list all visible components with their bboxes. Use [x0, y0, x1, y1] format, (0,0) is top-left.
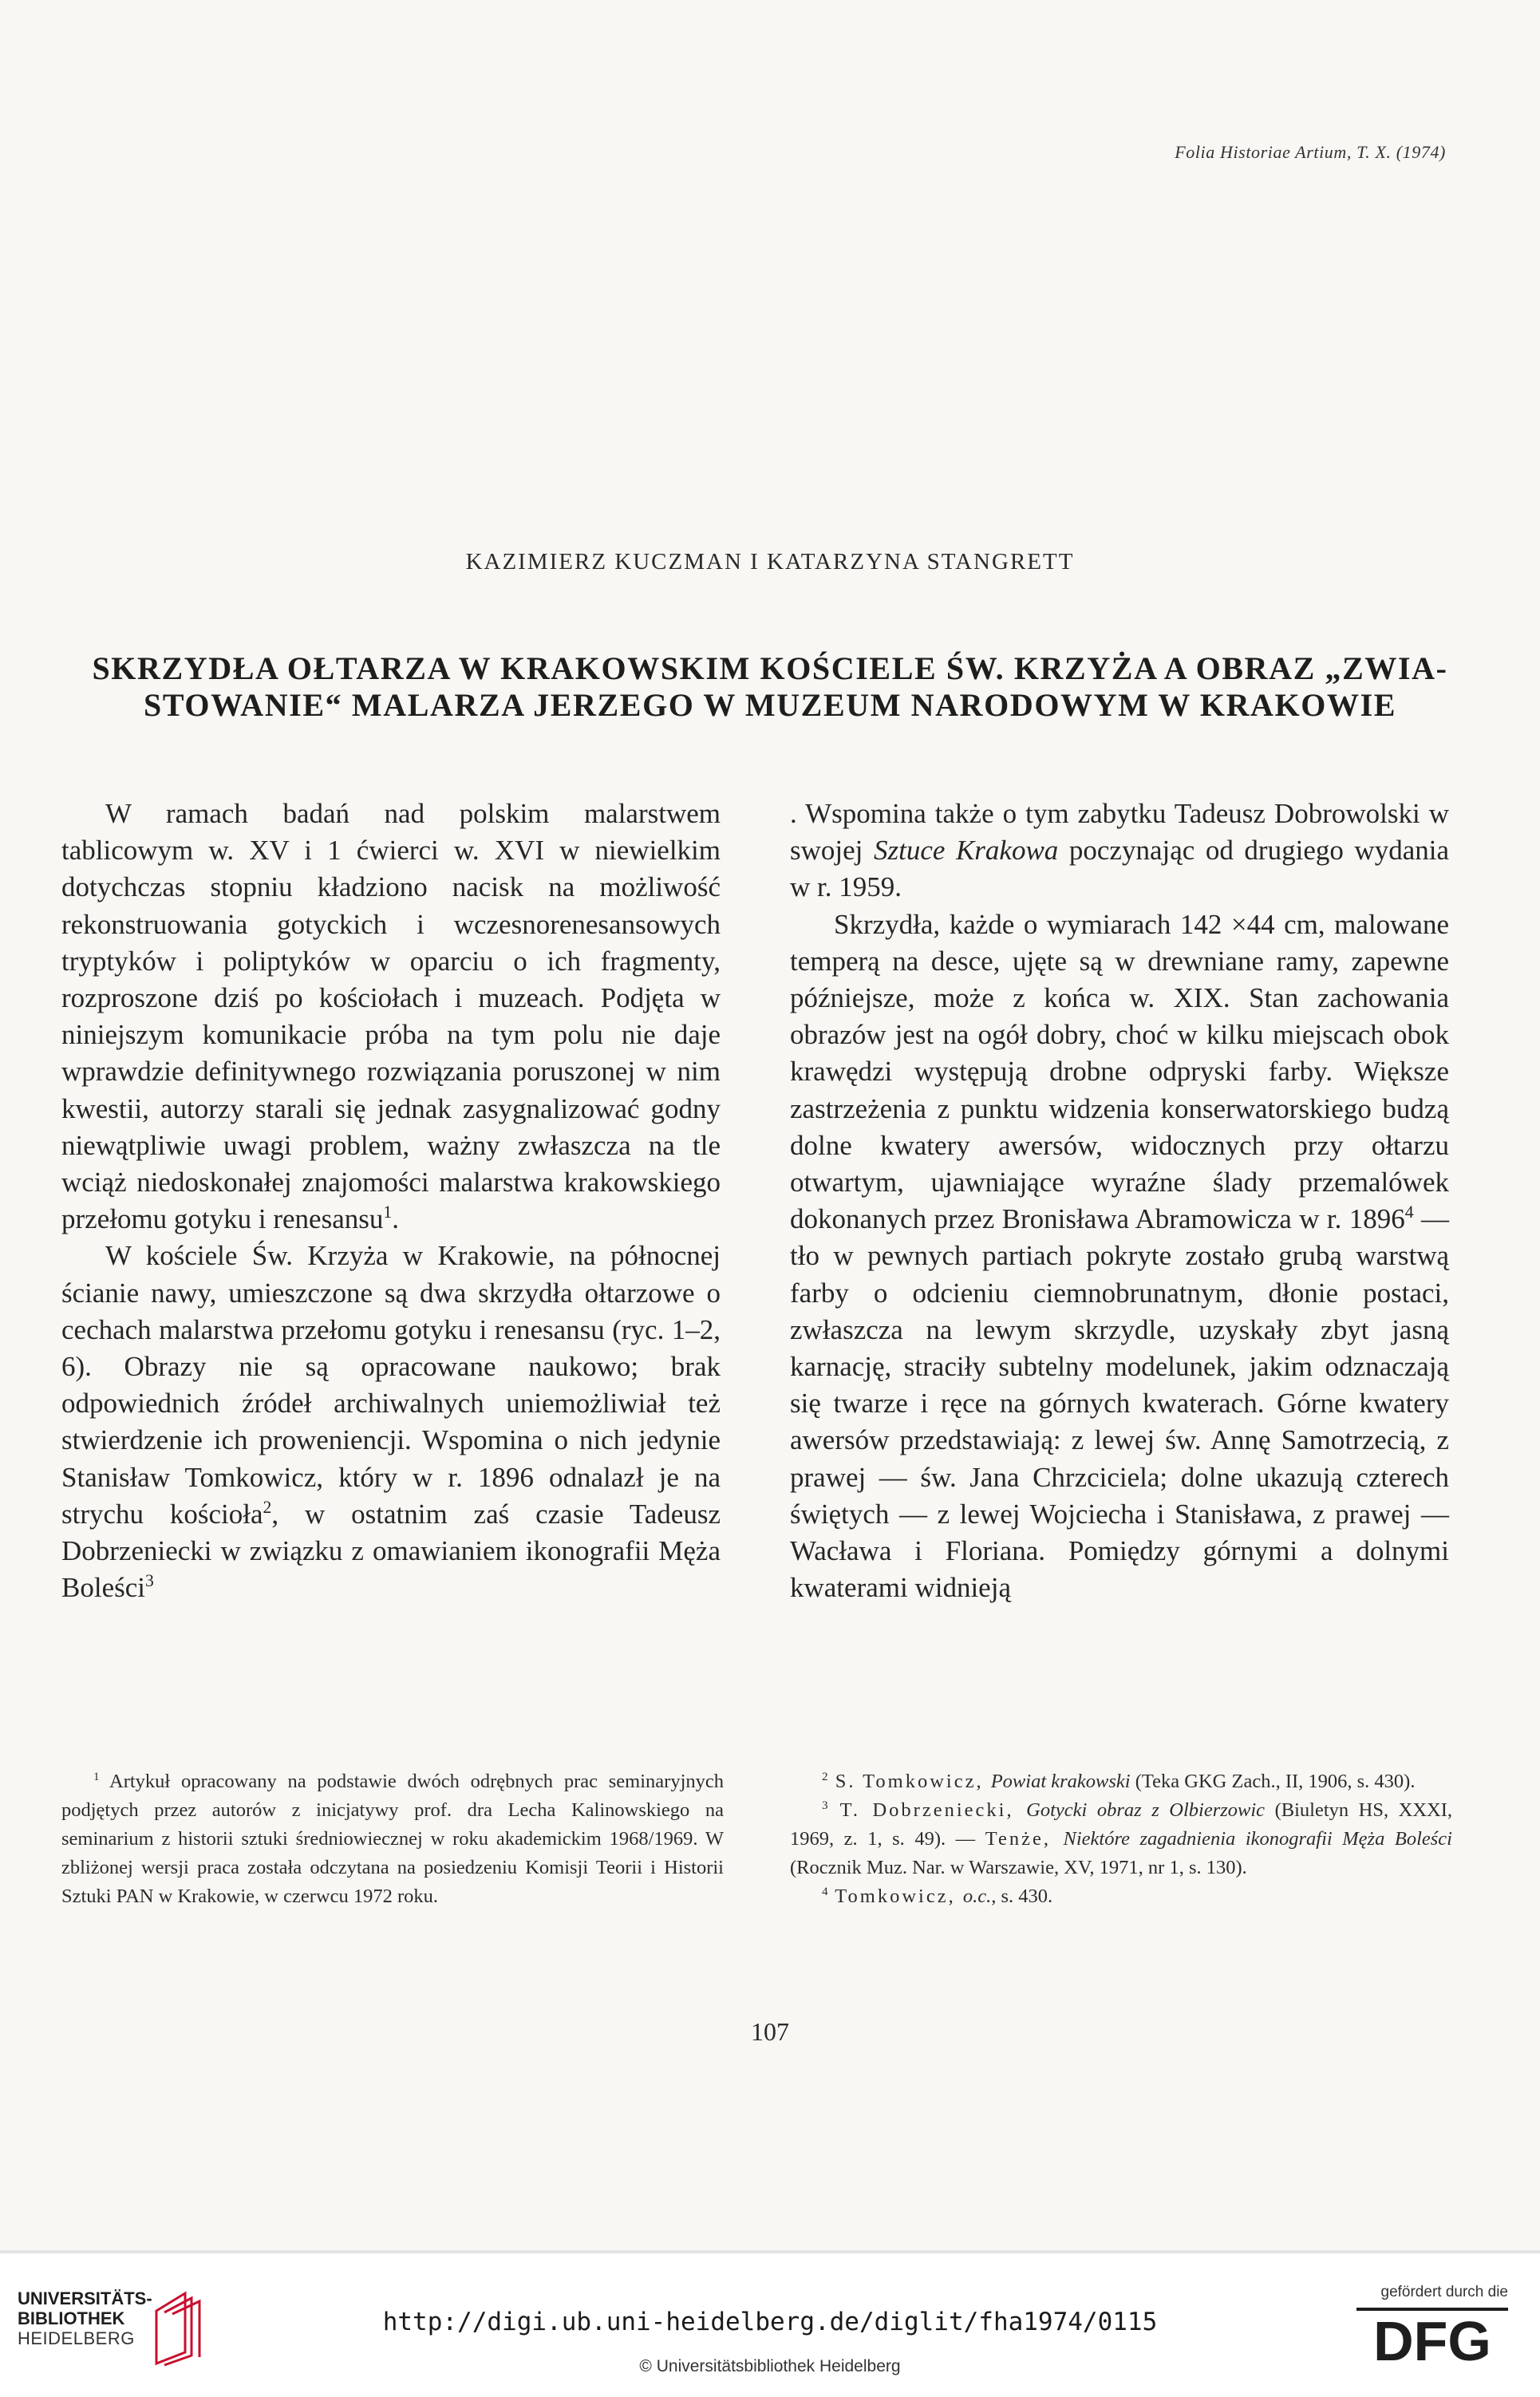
body-column-right [790, 796, 1449, 1606]
viewer-footer [0, 2250, 1540, 2397]
footnote-1 [61, 1767, 724, 1911]
footnote-ref-4: 4 [1404, 1202, 1414, 1222]
footnote-2-title: Powiat krakowski [990, 1771, 1131, 1792]
footnotes-left [61, 1767, 724, 1911]
book-title-italic: Sztuce Krakowa [873, 835, 1059, 867]
footnote-3-title-2: Niektóre zagadnienia ikonografii Męża Boleści [1063, 1828, 1452, 1850]
footnote-1-text: Artykuł opracowany na podstawie dwóch odrębnych prac seminaryjnych podjętych przez autorów z inicjatywy prof. dra Lecha Kalinowskiego na seminarium z historii sztuki średniowiecznej w roku akademickim 1968/1969. W zbliżonej wersji praca została odczytana na posiedzeniu Komisji Teorii i Historii Sztuki PAN w Krakowie, w czerwcu 1972 roku. [61, 1771, 724, 1907]
sponsor-tagline: gefördert durch die [1380, 2284, 1508, 2300]
article-title [48, 650, 1492, 724]
paragraph-3-text-a: Skrzydła, każde o wymiarach 142 ×44 cm, malowane temperą na desce, ujęte są w drewniane ramy, zapewne późniejsze, może z końca w. XIX. Stan zachowania obrazów jest na ogół dobry, choć w kilku miejscach obok krawędzi występują drobne odpryski farby. Większe zastrzeżenia z punktu widzenia konserwatorskiego budzą dolne kwatery awersów, widocznych przy ołtarzu otwartym, ujawniające wyraźne ślady przemalówek dokonanych przez Bronisława Abramowicza w r. 1896 [790, 908, 1449, 1235]
footnote-3-rest: (Biuletyn HS, XXXI, 1969, z. 1, s. 49). — [790, 1799, 1453, 1850]
footnote-2-number: 2 [822, 1769, 828, 1783]
footnote-3-title: Gotycki obraz z Olbierzowic [1026, 1799, 1266, 1821]
footnote-2-author: S. Tomkowicz, [827, 1771, 991, 1792]
copyright-notice: © Universitätsbibliothek Heidelberg [639, 2357, 901, 2375]
paragraph-3 [790, 906, 1449, 1607]
paragraph-2-text-d: poczynając od drugiego wydania w r. 1959. [790, 835, 1449, 903]
body-column-left [61, 796, 721, 1606]
permalink-url[interactable]: http://digi.ub.uni-heidelberg.de/diglit/fha1974/0115 [382, 2308, 1158, 2336]
footnote-4-author: Tomkowicz, [827, 1886, 963, 1907]
paragraph-2-continued [790, 796, 1449, 906]
paragraph-2-text-c: . Wspomina także o tym zabytku Tadeusz Dobrowolski w swojej [790, 798, 1449, 867]
footnote-4 [790, 1882, 1452, 1911]
footnotes-right [790, 1767, 1452, 1911]
footer-divider [0, 2250, 1540, 2253]
footnote-1-number: 1 [93, 1769, 100, 1783]
footnote-ref-1: 1 [383, 1202, 393, 1222]
footnote-4-title: o.c. [962, 1886, 992, 1907]
title-line-2: STOWANIE“ MALARZA JERZEGO W MUZEUM NARODOWYM W KRAKOWIE [143, 687, 1397, 723]
article-authors: KAZIMIERZ KUCZMAN I KATARZYNA STANGRETT [465, 549, 1075, 575]
footnote-3-author-2: Tenże, [985, 1828, 1064, 1850]
dfg-logo-text: DFG [1373, 2310, 1491, 2365]
paragraph-1-end: . [392, 1203, 399, 1235]
footnote-4-number: 4 [822, 1884, 828, 1898]
library-name-line-2: BIBLIOTHEK [18, 2308, 125, 2328]
footnote-2 [790, 1767, 1452, 1796]
paragraph-3-text-b: — tło w pewnych partiach pokryte zostało grubą warstwą farby o odcieniu ciemnobrunatnym, dłonie postaci, zwłaszcza na lewym skrzydle, uzyskały zbyt jasną karnację, straciły subtelny modelunek, jakim odznaczają się twarze i ręce na górnych kwaterach. Górne kwatery awersów przedstawiają: z lewej św. Annę Samotrzecią, z prawej — św. Jana Chrzciciela; dolne ukazują czterech świętych — z lewej Wojciecha i Stanisława, z prawej — Wacława i Floriana. Pomiędzy górnymi a dolnymi kwaterami widnieją [790, 1203, 1450, 1604]
paragraph-2-text-b: , w ostatnim zaś czasie Tadeusz Dobrzeniecki w związku z omawianiem ikonografii Męża Boleści [61, 1498, 721, 1604]
footnote-ref-3: 3 [144, 1571, 154, 1591]
footnote-ref-2: 2 [263, 1497, 272, 1517]
library-name-line-1: UNIVERSITÄTS- [18, 2288, 152, 2308]
page-number: 107 [751, 2017, 789, 2046]
paragraph-2-text-a: W kościele Św. Krzyża w Krakowie, na północnej ścianie nawy, umieszczone są dwa skrzydła ołtarzowe o cechach malarstwa przełomu gotyku i renesansu (ryc. 1–2, 6). Obrazy nie są opracowane naukowo; brak odpowiednich źródeł archiwalnych uniemożliwiał też stwierdzenie ich proweniencji. Wspomina o nich jedynie Stanisław Tomkowicz, który w r. 1896 odnalazł je na strychu kościoła [61, 1240, 721, 1530]
dfg-sponsor[interactable] [1348, 2284, 1508, 2387]
footnote-3-number: 3 [822, 1798, 828, 1812]
paragraph-2 [61, 1238, 721, 1606]
footnote-2-rest: (Teka GKG Zach., II, 1906, s. 430). [1130, 1771, 1416, 1792]
dfg-logo-icon [1356, 2308, 1508, 2365]
library-name-line-3: HEIDELBERG [18, 2328, 135, 2348]
paragraph-1-text: W ramach badań nad polskim malarstwem tablicowym w. XV i 1 ćwierci w. XVI w niewielkim dotychczas stopniu kładziono nacisk na możliwość rekonstruowania gotyckich i wczesnorenesansowych tryptyków i poliptyków w oparciu o ich fragmenty, rozproszone dziś po kościołach i muzeach. Podjęta w niniejszym komunikacie próba na tym polu nie daje wprawdzie definitywnego rozwiązania poruszonej w nim kwestii, autorzy starali się jednak zasygnalizować godny niewątpliwie uwagi problem, ważny zwłaszcza na tle wciąż niedoskonałej znajomości malarstwa krakowskiego przełomu gotyku i renesansu [61, 798, 721, 1235]
footnote-3-author: T. Dobrzeniecki, [827, 1799, 1027, 1821]
footnote-4-rest: , s. 430. [991, 1886, 1053, 1907]
footnote-3 [790, 1796, 1452, 1882]
running-head: Folia Historiae Artium, T. X. (1974) [1175, 142, 1446, 162]
paragraph-1 [61, 796, 721, 1238]
title-line-1: SKRZYDŁA OŁTARZA W KRAKOWSKIM KOŚCIELE ŚW. KRZYŻA A OBRAZ „ZWIA- [92, 650, 1448, 686]
footnote-3-rest-2: (Rocznik Muz. Nar. w Warszawie, XV, 1971, nr 1, s. 130). [790, 1857, 1247, 1878]
